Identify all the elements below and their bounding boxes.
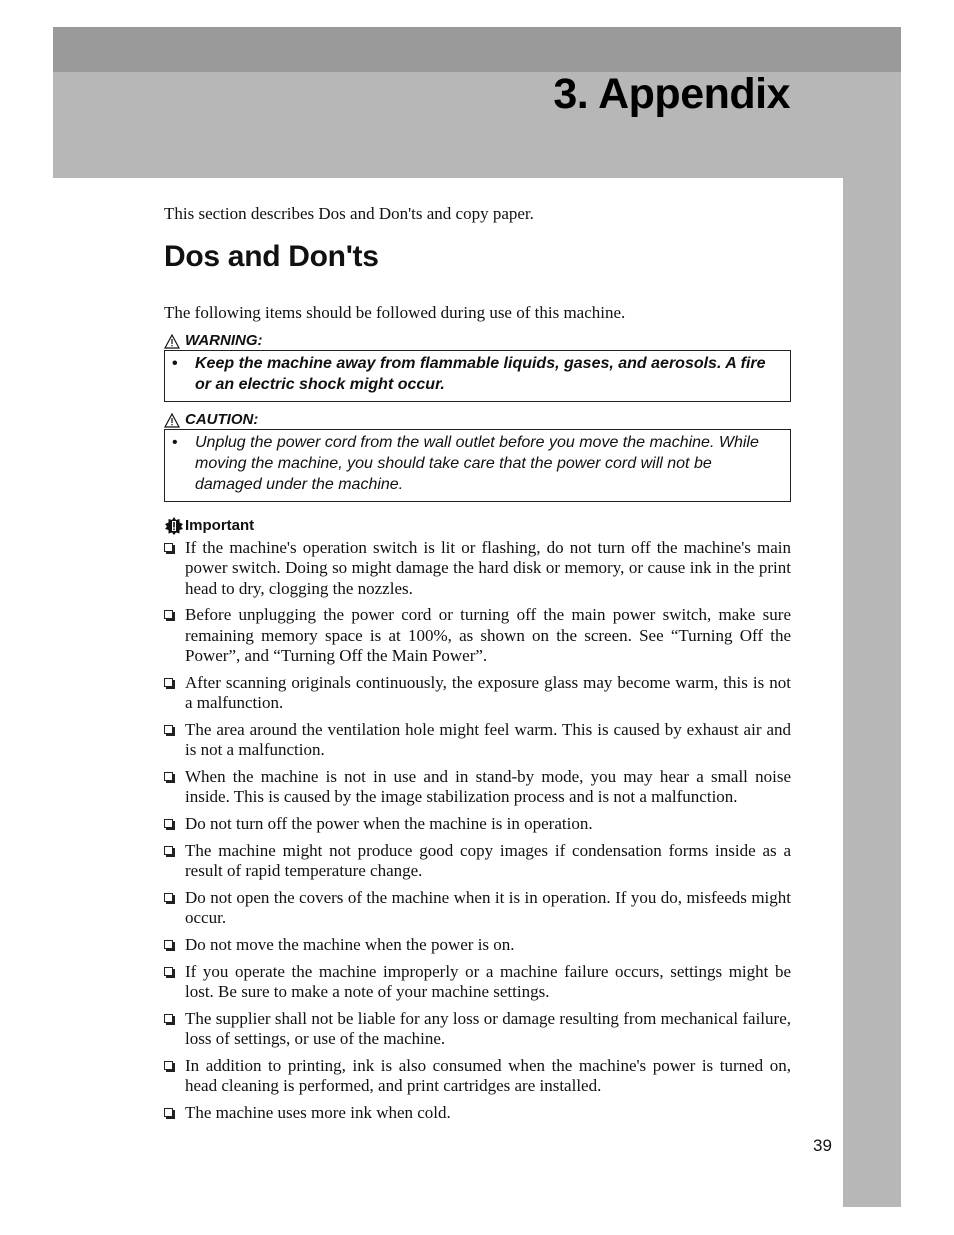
list-item: Before unplugging the power cord or turning off the main power switch, make sure remaining memory space is at 100%, as shown on the screen. See “Turning Off the Power”, and “Turning Off the Main Power”. bbox=[164, 605, 791, 666]
list-item: If you operate the machine improperly or a machine failure occurs, settings might be lost. Be sure to make a note of your machine settings. bbox=[164, 962, 791, 1003]
caution-bullet: • bbox=[172, 434, 178, 451]
checkbox-icon bbox=[164, 1061, 173, 1070]
checkbox-icon bbox=[164, 725, 173, 734]
important-heading bbox=[164, 516, 791, 536]
list-item: Do not turn off the power when the machine is in operation. bbox=[164, 814, 791, 834]
list-item: Do not move the machine when the power is on. bbox=[164, 935, 791, 955]
checkbox-icon bbox=[164, 940, 173, 949]
page-number: 39 bbox=[813, 1136, 832, 1155]
warning-bullet: • bbox=[172, 355, 178, 372]
lead-text: The following items should be followed during use of this machine. bbox=[164, 303, 626, 322]
list-item: The area around the ventilation hole might feel warm. This is caused by exhaust air and is not a malfunction. bbox=[164, 720, 791, 761]
side-band bbox=[843, 178, 901, 1207]
list-item: The supplier shall not be liable for any loss or damage resulting from mechanical failure, loss of settings, or use of the machine. bbox=[164, 1009, 791, 1050]
content bbox=[164, 203, 791, 1130]
intro-text: This section describes Dos and Don'ts and copy paper. bbox=[164, 204, 534, 223]
list-item: The machine uses more ink when cold. bbox=[164, 1103, 791, 1123]
checkbox-icon bbox=[164, 678, 173, 687]
warning-icon bbox=[164, 334, 180, 349]
caution-heading bbox=[164, 411, 791, 429]
list-item: The machine might not produce good copy images if condensation forms inside as a result of rapid temperature change. bbox=[164, 841, 791, 882]
caution-box bbox=[164, 429, 791, 502]
caution-icon bbox=[164, 413, 180, 428]
checkbox-icon bbox=[164, 1108, 173, 1117]
list-item: After scanning originals continuously, the exposure glass may become warm, this is not a malfunction. bbox=[164, 673, 791, 714]
warning-heading bbox=[164, 332, 791, 350]
caution-text: Unplug the power cord from the wall outlet before you move the machine. While moving the machine, you should take care that the power cord will not be damaged under the machine. bbox=[195, 434, 759, 493]
list-item: In addition to printing, ink is also consumed when the machine's power is turned on, head cleaning is performed, and print cartridges are installed. bbox=[164, 1056, 791, 1097]
important-icon bbox=[164, 516, 184, 536]
checkbox-icon bbox=[164, 610, 173, 619]
checkbox-icon bbox=[164, 819, 173, 828]
chapter-title: 3. Appendix bbox=[553, 70, 790, 118]
list-item: Do not open the covers of the machine when it is in operation. If you do, misfeeds might occur. bbox=[164, 888, 791, 929]
warning-text: Keep the machine away from flammable liquids, gases, and aerosols. A fire or an electric shock might occur. bbox=[195, 355, 766, 393]
important-list bbox=[164, 538, 791, 1123]
list-item: When the machine is not in use and in stand-by mode, you may hear a small noise inside. This is caused by the image stabilization process and is not a malfunction. bbox=[164, 767, 791, 808]
important-label: Important bbox=[185, 517, 255, 534]
checkbox-icon bbox=[164, 772, 173, 781]
checkbox-icon bbox=[164, 967, 173, 976]
checkbox-icon bbox=[164, 893, 173, 902]
header-band-dark bbox=[53, 27, 901, 72]
checkbox-icon bbox=[164, 1014, 173, 1023]
section-title: Dos and Don'ts bbox=[164, 240, 379, 273]
list-item: If the machine's operation switch is lit or flashing, do not turn off the machine's main power switch. Doing so might damage the hard disk or memory, or cause ink in the print head to dry, clogging the nozzles. bbox=[164, 538, 791, 599]
caution-label: CAUTION: bbox=[185, 411, 259, 428]
checkbox-icon bbox=[164, 543, 173, 552]
checkbox-icon bbox=[164, 846, 173, 855]
warning-box bbox=[164, 350, 791, 402]
warning-label: WARNING: bbox=[185, 332, 263, 349]
